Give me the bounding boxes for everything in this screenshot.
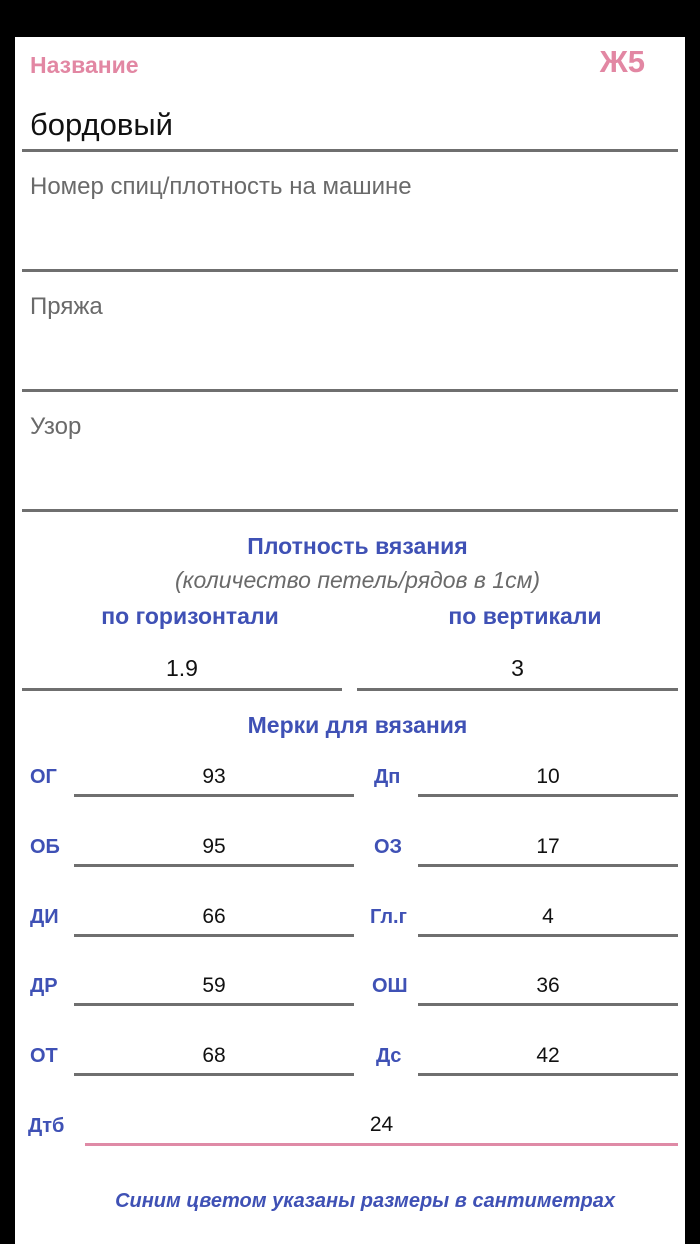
measure-label-dtb: Дтб: [28, 1115, 65, 1137]
measure-label-dp: Дп: [374, 766, 401, 788]
density-horizontal-label: по горизонтали: [101, 603, 279, 629]
measure-field-glg[interactable]: 4: [542, 905, 554, 928]
measure-label-glg: Гл.г: [370, 906, 407, 928]
yarn-field[interactable]: [22, 275, 678, 391]
measure-field-ds[interactable]: 42: [536, 1044, 560, 1067]
measure-underline-glg: [418, 934, 678, 937]
yarn-field-underline: [22, 389, 678, 392]
density-vertical-underline: [357, 688, 678, 691]
measure-underline-og: [74, 794, 354, 797]
measure-underline-dr: [74, 1003, 354, 1006]
measure-underline-ob: [74, 864, 354, 867]
density-horizontal-underline: [22, 688, 342, 691]
measure-field-dp[interactable]: 10: [536, 765, 560, 788]
pattern-field-placeholder: Узор: [30, 413, 82, 440]
measure-underline-dtb: [85, 1143, 678, 1146]
measure-field-oz[interactable]: 17: [536, 835, 560, 858]
measure-label-ds: Дс: [376, 1045, 402, 1067]
measure-label-dr: ДР: [30, 975, 58, 997]
measure-underline-osh: [418, 1003, 678, 1006]
measure-label-ob: ОБ: [30, 836, 60, 858]
measure-field-ot[interactable]: 68: [202, 1044, 226, 1067]
measure-underline-oz: [418, 864, 678, 867]
density-vertical-label: по вертикали: [448, 603, 602, 629]
item-code: Ж5: [599, 44, 645, 79]
measure-field-og[interactable]: 93: [202, 765, 226, 788]
pattern-field-underline: [22, 509, 678, 512]
measure-underline-di: [74, 934, 354, 937]
form-sheet: [15, 37, 685, 1244]
measure-field-osh[interactable]: 36: [536, 974, 560, 997]
yarn-field-placeholder: Пряжа: [30, 293, 103, 320]
needles-field-underline: [22, 269, 678, 272]
density-title: Плотность вязания: [247, 533, 468, 559]
density-horizontal-field[interactable]: 1.9: [166, 655, 198, 681]
measure-field-dr[interactable]: 59: [202, 974, 226, 997]
measure-underline-dp: [418, 794, 678, 797]
measure-label-osh: ОШ: [372, 975, 408, 997]
measure-field-ob[interactable]: 95: [202, 835, 226, 858]
measure-label-oz: ОЗ: [374, 836, 403, 858]
name-field[interactable]: бордовый: [30, 107, 173, 142]
measure-label-ot: ОТ: [30, 1045, 58, 1067]
measure-underline-ot: [74, 1073, 354, 1076]
needles-field-placeholder: Номер спиц/плотность на машине: [30, 173, 412, 200]
measurements-title: Мерки для вязания: [247, 712, 468, 738]
measure-field-di[interactable]: 66: [202, 905, 226, 928]
density-subtitle: (количество петель/рядов в 1см): [174, 567, 540, 593]
name-field-underline: [22, 149, 678, 152]
measure-underline-ds: [418, 1073, 678, 1076]
needles-field[interactable]: [22, 155, 678, 271]
measure-label-di: ДИ: [30, 906, 59, 928]
measure-field-dtb[interactable]: 24: [369, 1113, 394, 1136]
measure-label-og: ОГ: [30, 766, 57, 788]
footer-note: Синим цветом указаны размеры в сантиметрах: [115, 1190, 615, 1212]
pattern-field[interactable]: [22, 395, 678, 511]
name-label: Название: [30, 52, 139, 78]
density-vertical-field[interactable]: 3: [511, 655, 524, 681]
